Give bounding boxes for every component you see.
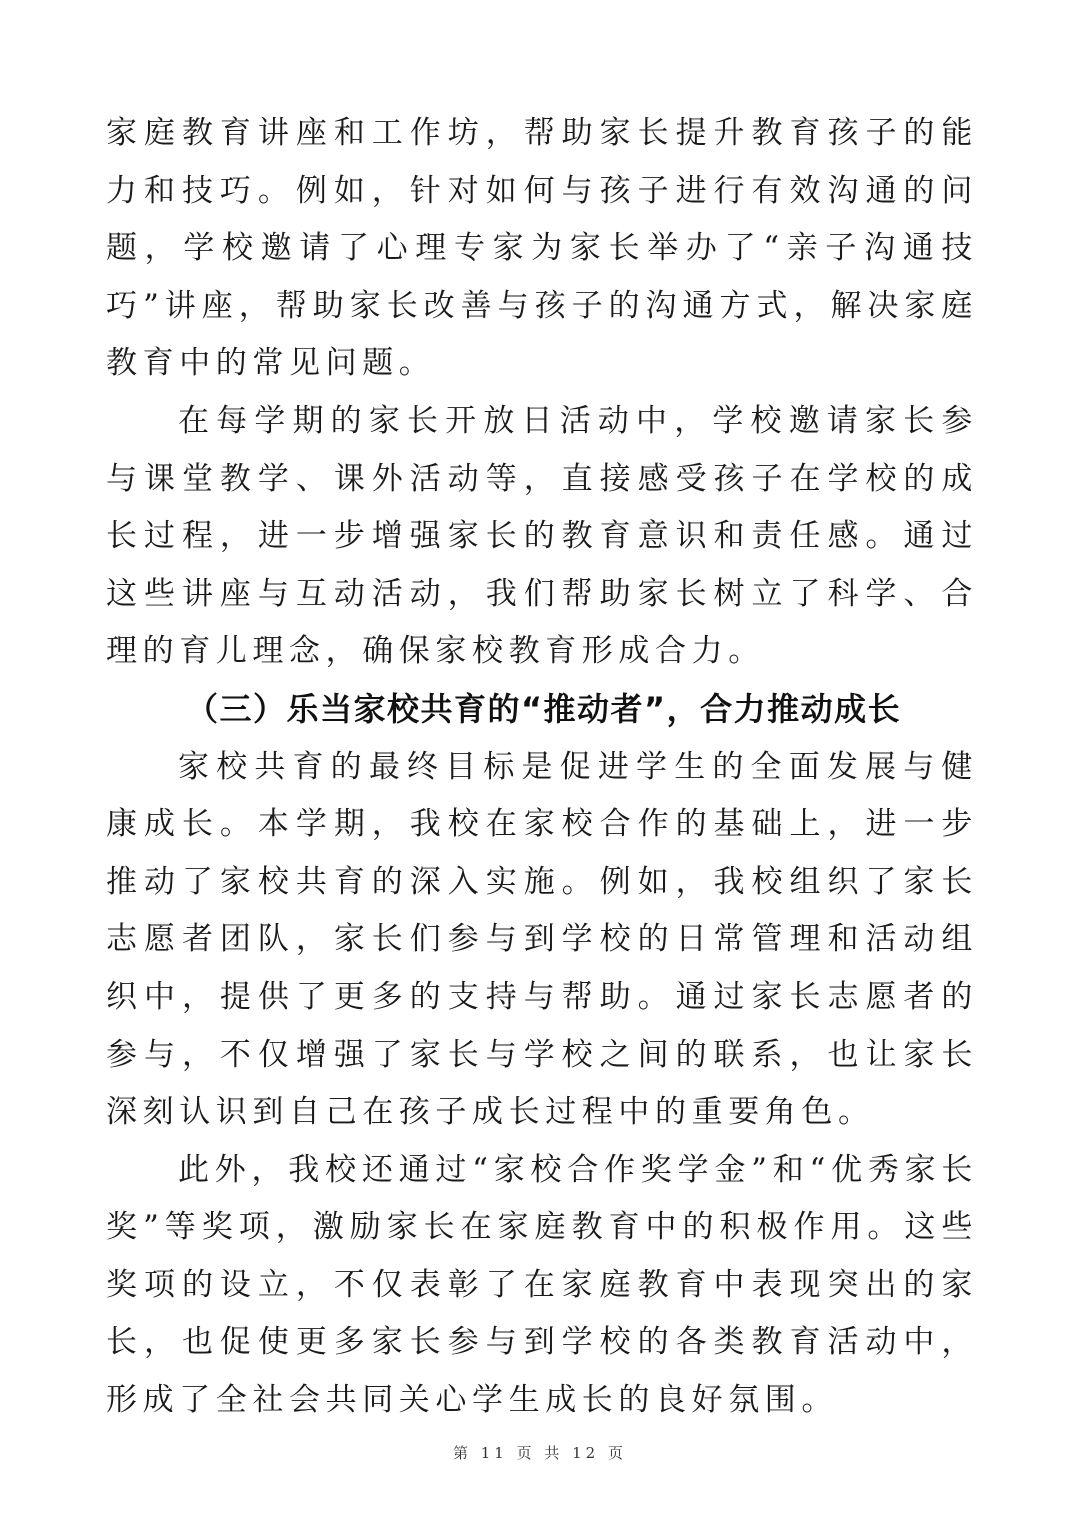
paragraph-1: 家庭教育讲座和工作坊，帮助家长提升教育孩子的能力和技巧。例如，针对如何与孩子进行有效沟通的问题，学校邀请了心理专家为家长举办了“亲子沟通技巧”讲座，帮助家长改善与孩子的沟通方式，解决家庭教育中的常见问题。 [106,115,978,382]
page-body [106,105,978,1430]
page-number-footer: 第 11 页 共 12 页 [452,1444,627,1462]
paragraph-3: 家校共育的最终目标是促进学生的全面发展与健康成长。本学期，我校在家校合作的基础上，进一步推动了家校共育的深入实施。例如，我校组织了家长志愿者团队，家长们参与到学校的日常管理和活动组织中，提供了更多的支持与帮助。通过家长志愿者的参与，不仅增强了家长与学校之间的联系，也让家长深刻认识到自己在孩子成长过程中的重要角色。 [106,748,978,1131]
section-heading: （三）乐当家校共育的“推动者”，合力推动成长 [186,689,902,728]
paragraph-2: 在每学期的家长开放日活动中，学校邀请家长参与课堂教学、课外活动等，直接感受孩子在学校的成长过程，进一步增强家长的教育意识和责任感。通过这些讲座与互动活动，我们帮助家长树立了科学、合理的育儿理念，确保家校教育形成合力。 [106,402,978,670]
paragraph-4: 此外，我校还通过“家校合作奖学金”和“优秀家长奖”等奖项，激励家长在家庭教育中的积极作用。这些奖项的设立，不仅表彰了在家庭教育中表现突出的家长，也促使更多家长参与到学校的各类教育活动中，形成了全社会共同关心学生成长的良好氛围。 [106,1151,978,1419]
